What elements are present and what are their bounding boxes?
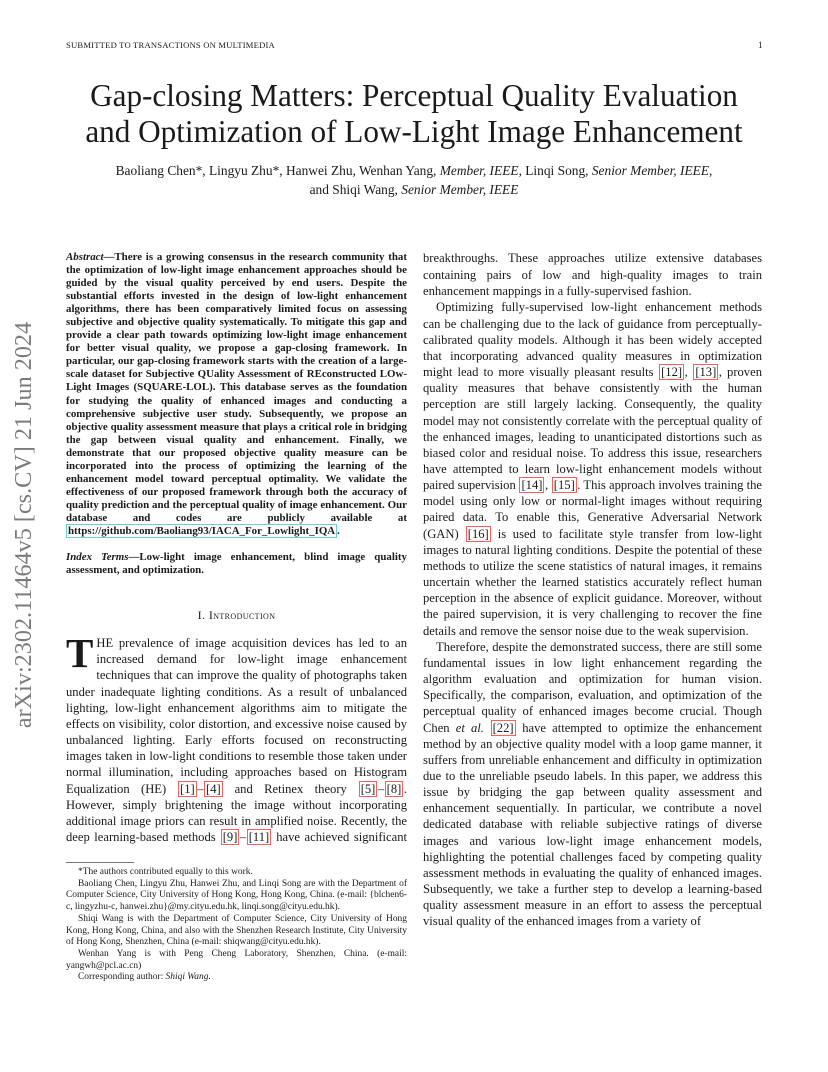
citation-link[interactable]: [11] [248, 830, 270, 844]
intro-text-2b: , proven quality measures that behave consistently with the human perception are still largely lacking. Consequently, the quality model may not consistently correlate with the perceptual quality of the enhanced images, leading to unanticipated distortions such as biased color and residual noise. To address this issue, researchers have attempted to learn low-light enhancement models without paired supervision [423, 365, 762, 493]
abstract [66, 251, 407, 538]
citation-link[interactable]: [9] [222, 830, 238, 844]
footnote-affiliation-1: Baoliang Chen, Lingyu Zhu, Hanwei Zhu, and Linqi Song are with the Department of Computer Science, City University of Hong Kong, Hong Kong, China. (e-mail: {blchen6-c, lingyzhu-c, hanwei.zhu}@my.cityu.edu.hk, linqi.song@cityu.edu.hk). [66, 878, 407, 913]
footnote-equal-contribution: *The authors contributed equally to this work. [78, 867, 253, 877]
author-membership-1: Member, IEEE [439, 163, 519, 178]
citation-link[interactable]: [12] [661, 365, 683, 380]
intro-text-3a: Therefore, despite the demonstrated success, there are still some fundamental issues in low light enhancement regarding the algorithm evaluation and optimization for human vision. Specifically, the comparison, evaluation, and optimization of the perceptual quality of enhanced images become crucial. Though Chen [423, 639, 762, 735]
intro-paragraph-1 [66, 630, 407, 845]
first-word: HE [96, 636, 114, 651]
intro-paragraph-1-continued [423, 251, 762, 299]
citation-separator: , [684, 365, 693, 380]
footnote-corresponding-author [66, 972, 407, 984]
intro-text-2d: is used to facilitate style transfer from low-light images to natural lighting conditions. Despite the potential of these methods to utilize the scene statistics of natural images, it remains uncertain whether the learned statistics accurately reflect human perception in the absence of explicit guidance. Moreover, without the paired supervision, it is very challenging to recover the fine details and remove the sensor noise due to the weak supervision. [423, 526, 762, 638]
arxiv-sidebar [5, 290, 43, 760]
title-line-2: and Optimization of Low-Light Image Enhancement [85, 114, 743, 149]
intro-text-2c: . This approach involves training the model using only low or normal-light images without requiring paired data. To enable this, Generative Adversarial Network (GAN) [423, 478, 762, 541]
footnote-affiliation-2: Shiqi Wang is with the Department of Computer Science, City University of Hong Kong, Hong Kong, China, and also with the Shenzhen Research Institute, City University of Hong Kong, Shenzhen, China (e-mail: shiqwang@cityu.edu.hk). [66, 913, 407, 948]
author-membership-2: Senior Member, IEEE [591, 163, 709, 178]
index-terms-text: —Low-light image enhancement, blind image quality assessment, and optimization. [66, 551, 407, 577]
abstract-label: Abstract [66, 251, 104, 263]
drop-cap: T [66, 630, 94, 677]
title-line-1: Gap-closing Matters: Perceptual Quality Evaluation [90, 78, 738, 113]
section-heading-introduction [66, 608, 407, 623]
footnote-affiliation-3: Wenhan Yang is with Peng Cheng Laboratory, Shenzhen, China. (e-mail: yangwh@pcl.ac.cn) [66, 948, 407, 971]
intro-text-1b: and Retinex theory [223, 781, 359, 796]
author-list [50, 161, 778, 199]
intro-paragraph-2 [423, 299, 762, 638]
intro-text-1d: breakthroughs. These approaches utilize extensive databases containing pairs of low and high-quality images to train enhancement mappings in a fully-supervised fashion. [423, 251, 762, 298]
page-number: 1 [758, 40, 763, 50]
author-separator: , [709, 163, 713, 178]
intro-text-2a: Optimizing fully-supervised low-light enhancement methods can be challenging due to the lack of guidance from perceptually-calibrated quality models. Although it has been widely accepted that incorporating advanced quality measures in optimization might lead to more visually pleasant results [423, 300, 762, 380]
intro-text-1a: prevalence of image acquisition devices has led to an increased demand for low-light image enhancement techniques that can improve the quality of photographs taken under inadequate lighting conditions. As a result of unbalanced lighting, low-light enhancement algorithms aim to mitigate the effects on visibility, color distortion, and excessive noise caused by unbalanced lighting. Early efforts focused on reconstructing images taken in low-light conditions to resemble those taken under normal illumination, including approaches based on Histogram Equalization (HE) [66, 636, 407, 796]
index-terms [66, 551, 407, 577]
author-names-1: Baoliang Chen*, Lingyu Zhu*, Hanwei Zhu, Wenhan Yang, [115, 163, 440, 178]
citation-link[interactable]: [1] [180, 781, 195, 796]
et-al: et al. [455, 720, 484, 735]
citation-link[interactable]: [22] [492, 720, 514, 735]
right-column [423, 251, 762, 1064]
citation-link[interactable]: [16] [467, 526, 489, 541]
intro-paragraph-3 [423, 639, 762, 930]
corresponding-name: Shiqi Wang. [165, 972, 211, 983]
citation-link[interactable]: [8] [386, 781, 402, 796]
citation-link[interactable]: [15] [553, 478, 575, 493]
author-membership-3: Senior Member, IEEE [401, 182, 519, 197]
code-repository-link[interactable]: https://github.com/Baoliang93/IACA_For_Lowlight_IQA [68, 524, 336, 537]
citation-link[interactable]: [4] [206, 781, 221, 796]
citation-range-dash: – [197, 781, 204, 796]
intro-paragraph-1-overflow [423, 251, 762, 299]
section-number: I. [197, 608, 206, 623]
citation-link[interactable]: [14] [521, 478, 543, 493]
citation-range-dash: – [239, 830, 247, 844]
running-head: SUBMITTED TO TRANSACTIONS ON MULTIMEDIA [66, 40, 275, 50]
citation-range-dash: – [377, 781, 385, 796]
footnotes [66, 867, 407, 984]
intro-text-1d: have achieved significant [276, 830, 407, 844]
footnote-rule [66, 862, 134, 863]
abstract-end: . [337, 524, 340, 537]
intro-text-1c: . However, simply brightening the image without incorporating additional image priors can result in amplified noise. Recently, the deep learning-based methods [66, 781, 407, 844]
corresponding-label: Corresponding author: [78, 972, 166, 983]
section-title: Introduction [208, 608, 276, 623]
author-names-2: , Linqi Song, [518, 163, 592, 178]
left-column [66, 251, 407, 845]
paper-title [50, 78, 778, 150]
arxiv-identifier[interactable]: arXiv:2302.11464v5 [cs.CV] 21 Jun 2024 [10, 321, 37, 729]
author-names-3: and Shiqi Wang, [309, 182, 402, 197]
citation-link[interactable]: [5] [360, 781, 376, 796]
index-terms-label: Index Terms [66, 551, 129, 564]
intro-text-3b: have attempted to optimize the enhancement method by an objective quality model with a loop game manner, it suffers from unreliable enhancement and difficulty in optimization due to the unreliable pseudo labels. In this paper, we address this issue by bridging the gap between quality assessment and enhancement sequentially. In particular, we contribute a novel dedicated database with reliable subjective ratings of diverse images and various low-light image enhancement models, highlighting the potential challenges faced by competing quality assessment methods in evaluating the quality of enhanced images. Subsequently, we take a further step to develop a learning-based quality assessment measure in an effort to assess the perceptual visual quality of the enhanced images from a variety of [423, 720, 762, 929]
citation-link[interactable]: [13] [695, 365, 717, 380]
abstract-text: —There is a growing consensus in the research community that the optimization of low-light image enhancement approaches should be guided by the visual quality perceived by end users. Despite the substantial efforts invested in the design of low-light enhancement algorithms, there has been comparatively limited focus on assessing subjective and objective quality systematically. To mitigate this gap and provide a clear path towards optimizing low-light image enhancement for better visual quality, we propose a gap-closing framework. In particular, our gap-closing framework starts with the creation of a large-scale dataset for Subjective QUality Assessment of REconstructed LOw-Light Images (SQUARE-LOL). This database serves as the foundation for studying the quality of enhanced images and conducting a comprehensive subjective user study. Subsequently, we propose an objective quality assessment measure that plays a critical role in bridging the gap between visual quality and enhancement. Finally, we demonstrate that our proposed objective quality measure can be incorporated into the process of optimizing the learning of the enhancement model toward perceptual optimality. We validate the effectiveness of our proposed framework through both the accuracy of quality prediction and the perceptual quality of image enhancement. Our database and codes are publicly available at [66, 251, 407, 524]
citation-separator: , [544, 478, 552, 493]
